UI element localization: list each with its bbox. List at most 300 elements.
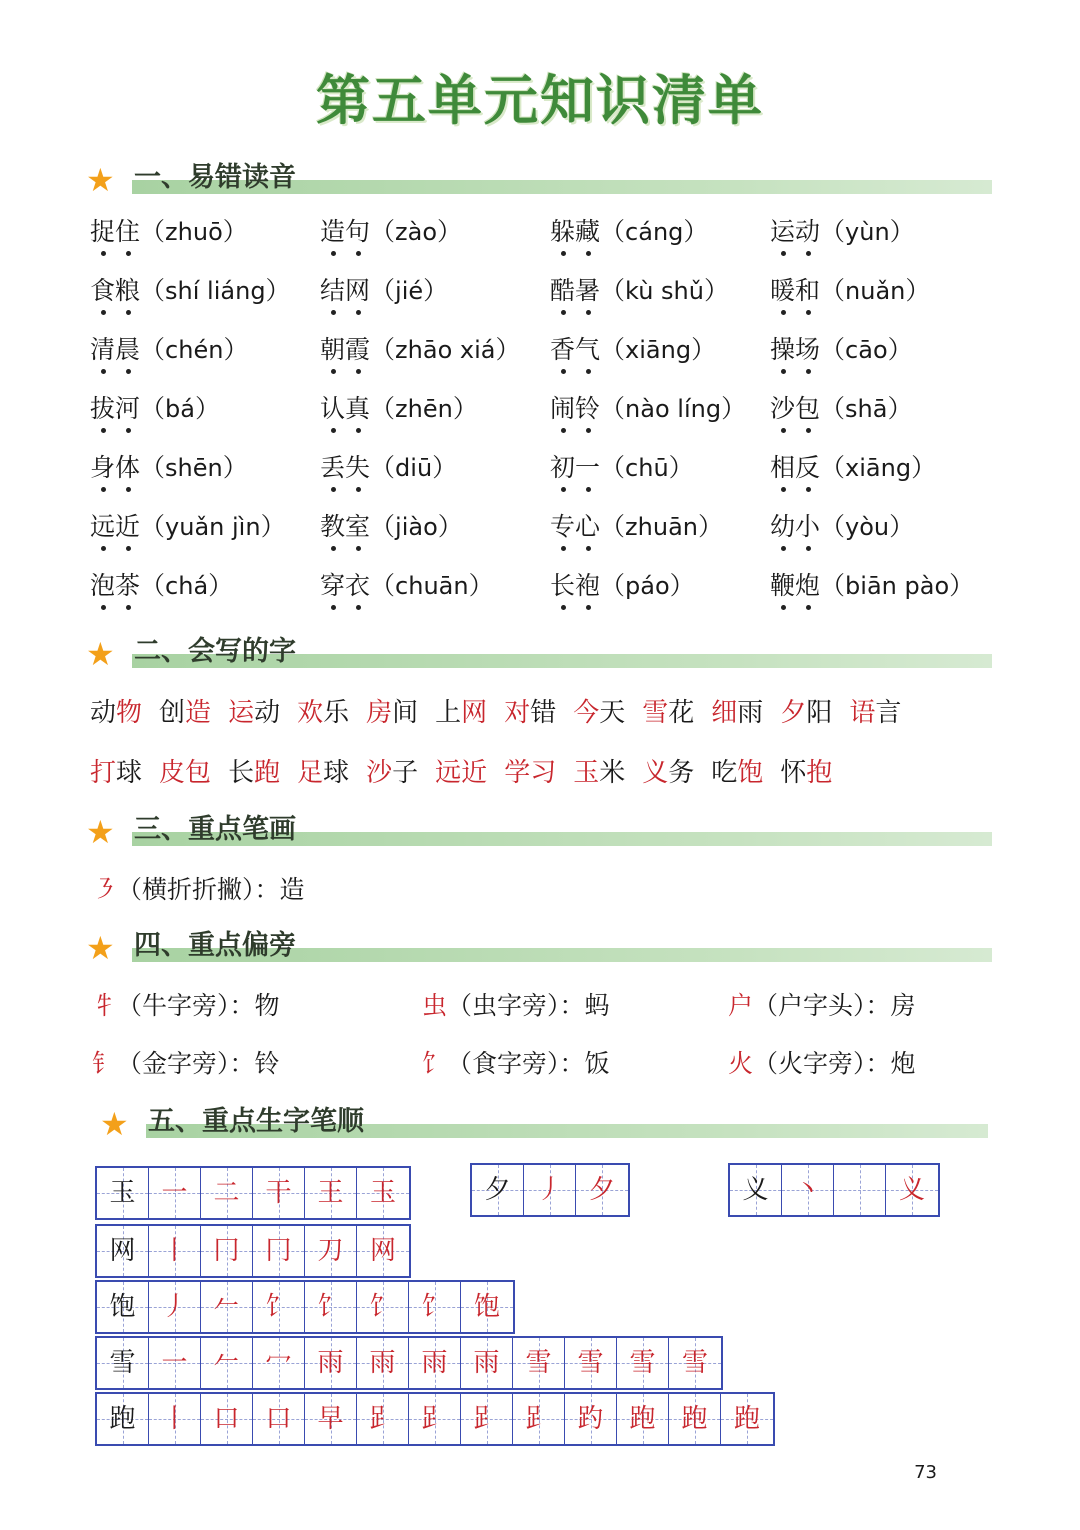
paren-close: ） bbox=[669, 571, 695, 600]
word bbox=[228, 692, 280, 729]
grid-cell bbox=[565, 1338, 617, 1388]
word-char: 闹 bbox=[550, 391, 575, 427]
example-char: 饭 bbox=[584, 1049, 610, 1078]
grid-cell bbox=[576, 1165, 628, 1215]
word-char: 言 bbox=[875, 698, 902, 728]
word-char: 香 bbox=[550, 332, 575, 368]
word-char: 花 bbox=[668, 698, 695, 728]
word-char: 运 bbox=[228, 698, 255, 728]
word bbox=[780, 752, 832, 789]
word-char: 义 bbox=[642, 758, 669, 788]
grid-step-char: 跑 bbox=[629, 1404, 656, 1434]
word-char: 跑 bbox=[254, 758, 281, 788]
pinyin-item bbox=[770, 509, 914, 545]
pinyin-item bbox=[320, 391, 478, 427]
example-char: 物 bbox=[254, 991, 280, 1020]
grid-step-char: 饣 bbox=[317, 1292, 344, 1322]
word bbox=[573, 752, 625, 789]
grid-cell bbox=[357, 1226, 409, 1276]
grid-cell bbox=[834, 1165, 886, 1215]
page-title: 第五单元知识清单 bbox=[316, 69, 764, 132]
grid-cell bbox=[201, 1168, 253, 1218]
grid-step-char: 丿 bbox=[161, 1292, 188, 1322]
word-char: 清 bbox=[90, 332, 115, 368]
word-char: 吃 bbox=[711, 758, 738, 788]
word bbox=[849, 692, 901, 729]
grid-step-char: 𧾷 bbox=[369, 1404, 396, 1434]
grid-cell bbox=[97, 1168, 149, 1218]
paren-open: （ bbox=[370, 276, 396, 305]
paren-open: （ bbox=[600, 453, 626, 482]
section-title: 三、重点笔画 bbox=[134, 814, 296, 845]
grid-cell bbox=[149, 1282, 201, 1332]
pinyin-item bbox=[770, 214, 915, 250]
grid-cell bbox=[253, 1226, 305, 1276]
star-icon: ★ bbox=[86, 929, 115, 967]
pinyin-text: chuān bbox=[395, 572, 469, 600]
grid-cell bbox=[253, 1338, 305, 1388]
grid-cell bbox=[782, 1165, 834, 1215]
word-char: 房 bbox=[366, 698, 393, 728]
grid-step-char: 王 bbox=[317, 1178, 344, 1208]
pinyin-text: xiāng bbox=[845, 454, 912, 482]
word-char: 食 bbox=[90, 273, 115, 309]
grid-cell bbox=[721, 1394, 773, 1444]
pinyin-row bbox=[90, 214, 1010, 273]
pinyin-item bbox=[550, 568, 695, 604]
pinyin-text: xiāng bbox=[625, 336, 692, 364]
word bbox=[573, 692, 625, 729]
word-char: 铃 bbox=[575, 391, 600, 427]
word-char: 网 bbox=[461, 698, 488, 728]
write-words-line-1 bbox=[90, 692, 918, 729]
paren-close: ） bbox=[222, 217, 248, 246]
grid-step-char: 𧾷 bbox=[473, 1404, 500, 1434]
paren-open: （ bbox=[820, 335, 846, 364]
radical-glyph: 饣 bbox=[422, 1049, 448, 1078]
pinyin-text: jié bbox=[395, 277, 424, 305]
grid-step-char: 雪 bbox=[681, 1348, 708, 1378]
word-char: 夕 bbox=[780, 698, 807, 728]
word-char: 乐 bbox=[323, 698, 350, 728]
pinyin-item bbox=[550, 273, 729, 309]
radical-name: （金字旁）： bbox=[117, 1049, 255, 1078]
pinyin-item bbox=[90, 391, 220, 427]
grid-step-char: 网 bbox=[369, 1236, 396, 1266]
grid-cell bbox=[97, 1394, 149, 1444]
paren-close: ） bbox=[683, 217, 709, 246]
section-title: 五、重点生字笔顺 bbox=[148, 1106, 364, 1137]
pinyin-text: nuǎn bbox=[845, 277, 906, 305]
word-char: 细 bbox=[711, 698, 738, 728]
paren-open: （ bbox=[600, 276, 626, 305]
grid-cell bbox=[305, 1394, 357, 1444]
grid-cell bbox=[669, 1394, 721, 1444]
word bbox=[297, 752, 349, 789]
example-char: 炮 bbox=[890, 1049, 916, 1078]
pinyin-text: kù shǔ bbox=[625, 277, 704, 305]
example-char: 房 bbox=[890, 991, 916, 1020]
pinyin-item bbox=[90, 332, 248, 368]
grid-step-char: 干 bbox=[265, 1178, 292, 1208]
section-header-1 bbox=[86, 160, 994, 200]
grid-step-char: 丶 bbox=[794, 1175, 821, 1205]
word bbox=[642, 692, 694, 729]
grid-step-char: 雨 bbox=[421, 1348, 448, 1378]
pinyin-item bbox=[90, 273, 291, 309]
word-char: 穿 bbox=[320, 568, 345, 604]
word bbox=[780, 692, 832, 729]
grid-step-char: 一 bbox=[161, 1178, 188, 1208]
pinyin-list bbox=[90, 214, 1010, 627]
word-char: 阳 bbox=[806, 698, 833, 728]
grid-cell bbox=[886, 1165, 938, 1215]
pinyin-item bbox=[770, 391, 912, 427]
grid-step-char: 刀 bbox=[317, 1236, 344, 1266]
word-char: 住 bbox=[115, 214, 140, 250]
paren-close: ） bbox=[495, 335, 521, 364]
paren-open: （ bbox=[370, 394, 396, 423]
pinyin-text: zhāo xiá bbox=[395, 336, 496, 364]
word-char: 长 bbox=[550, 568, 575, 604]
grid-cell bbox=[409, 1394, 461, 1444]
paren-open: （ bbox=[140, 276, 166, 305]
word-char: 间 bbox=[392, 698, 419, 728]
pinyin-item bbox=[90, 214, 248, 250]
word-char: 泡 bbox=[90, 568, 115, 604]
grid-cell bbox=[201, 1338, 253, 1388]
grid-step-char: 饣 bbox=[421, 1292, 448, 1322]
word-char: 运 bbox=[770, 214, 795, 250]
word-char: 语 bbox=[849, 698, 876, 728]
word-char: 习 bbox=[530, 758, 557, 788]
paren-open: （ bbox=[140, 394, 166, 423]
grid-char: 夕 bbox=[484, 1175, 511, 1205]
word-char: 动 bbox=[795, 214, 820, 250]
word-char: 教 bbox=[320, 509, 345, 545]
word-char: 场 bbox=[795, 332, 820, 368]
word-char: 衣 bbox=[345, 568, 370, 604]
radical-item bbox=[92, 1044, 280, 1080]
star-icon: ★ bbox=[86, 813, 115, 851]
paren-close: ） bbox=[437, 512, 463, 541]
pinyin-row bbox=[90, 273, 1010, 332]
word-char: 袍 bbox=[575, 568, 600, 604]
pinyin-text: chén bbox=[165, 336, 224, 364]
word-char: 拔 bbox=[90, 391, 115, 427]
stroke-glyph: ㇋ bbox=[92, 875, 118, 904]
grid-cell bbox=[357, 1338, 409, 1388]
paren-close: ） bbox=[691, 335, 717, 364]
pinyin-text: zhuō bbox=[165, 218, 223, 246]
grid-cell bbox=[730, 1165, 782, 1215]
word bbox=[366, 692, 418, 729]
word-char: 对 bbox=[504, 698, 531, 728]
paren-open: （ bbox=[600, 512, 626, 541]
pinyin-row bbox=[90, 450, 1010, 509]
pinyin-row bbox=[90, 568, 1010, 627]
word-char: 雪 bbox=[642, 698, 669, 728]
paren-close: ） bbox=[889, 512, 915, 541]
word-char: 动 bbox=[90, 698, 117, 728]
grid-cell bbox=[513, 1394, 565, 1444]
key-stroke-line bbox=[92, 870, 305, 906]
grid-cell bbox=[305, 1226, 357, 1276]
grid-step-char: 雪 bbox=[629, 1348, 656, 1378]
word-char: 今 bbox=[573, 698, 600, 728]
pinyin-text: chá bbox=[165, 572, 209, 600]
grid-step-char: 口 bbox=[213, 1404, 240, 1434]
pinyin-item bbox=[320, 568, 494, 604]
grid-step-char: 雨 bbox=[473, 1348, 500, 1378]
radical-glyph: 钅 bbox=[92, 1049, 118, 1078]
pinyin-text: biān pào bbox=[845, 572, 950, 600]
grid-step-char: 雪 bbox=[525, 1348, 552, 1378]
word-char: 室 bbox=[345, 509, 370, 545]
grid-step-char: 𠂉 bbox=[213, 1292, 240, 1322]
pinyin-text: jiào bbox=[395, 513, 438, 541]
grid-step-char: 玉 bbox=[369, 1178, 396, 1208]
word bbox=[435, 692, 487, 729]
word bbox=[435, 752, 487, 789]
word-char: 球 bbox=[116, 758, 143, 788]
grid-step-char: 跑 bbox=[733, 1404, 760, 1434]
word-char: 霞 bbox=[345, 332, 370, 368]
paren-open: （ bbox=[820, 453, 846, 482]
word-char: 长 bbox=[228, 758, 255, 788]
paren-open: （ bbox=[140, 217, 166, 246]
grid-char: 玉 bbox=[109, 1178, 136, 1208]
word-char: 远 bbox=[90, 509, 115, 545]
grid-step-char: 一 bbox=[161, 1348, 188, 1378]
section-header-3 bbox=[86, 812, 994, 852]
grid-cell bbox=[357, 1168, 409, 1218]
word bbox=[297, 692, 349, 729]
radical-glyph: 牜 bbox=[92, 991, 118, 1020]
grid-cell bbox=[149, 1168, 201, 1218]
word-char: 鞭 bbox=[770, 568, 795, 604]
grid-char: 网 bbox=[109, 1236, 136, 1266]
word-char: 天 bbox=[599, 698, 626, 728]
word-char: 远 bbox=[435, 758, 462, 788]
word-char: 身 bbox=[90, 450, 115, 486]
grid-step-char: 夕 bbox=[588, 1175, 615, 1205]
word-char: 皮 bbox=[159, 758, 186, 788]
word-char: 子 bbox=[392, 758, 419, 788]
paren-close: ） bbox=[911, 453, 937, 482]
word-char: 学 bbox=[504, 758, 531, 788]
word bbox=[228, 752, 280, 789]
paren-close: ） bbox=[889, 217, 915, 246]
paren-open: （ bbox=[820, 276, 846, 305]
word-char: 结 bbox=[320, 273, 345, 309]
grid-step-char: 𠂉 bbox=[213, 1348, 240, 1378]
paren-close: ） bbox=[265, 276, 291, 305]
word-char: 操 bbox=[770, 332, 795, 368]
pinyin-text: yòu bbox=[845, 513, 890, 541]
paren-close: ） bbox=[887, 335, 913, 364]
paren-open: （ bbox=[820, 512, 846, 541]
grid-step-char: 冖 bbox=[265, 1348, 292, 1378]
pinyin-item bbox=[550, 391, 746, 427]
word bbox=[90, 752, 142, 789]
pinyin-item bbox=[320, 509, 463, 545]
word-char: 心 bbox=[575, 509, 600, 545]
paren-close: ） bbox=[468, 571, 494, 600]
word bbox=[504, 752, 556, 789]
word-char: 包 bbox=[795, 391, 820, 427]
paren-close: ） bbox=[721, 394, 747, 423]
grid-cell bbox=[617, 1394, 669, 1444]
pinyin-text: bá bbox=[165, 395, 195, 423]
word-char: 体 bbox=[115, 450, 140, 486]
grid-step-char: 丨 bbox=[161, 1404, 188, 1434]
stroke-grid-雪 bbox=[95, 1336, 723, 1390]
grid-step-char: 饣 bbox=[369, 1292, 396, 1322]
word-char: 务 bbox=[668, 758, 695, 788]
word-char: 反 bbox=[795, 450, 820, 486]
pinyin-item bbox=[770, 568, 974, 604]
paren-open: （ bbox=[370, 217, 396, 246]
pinyin-row bbox=[90, 391, 1010, 450]
pinyin-text: diū bbox=[395, 454, 433, 482]
word bbox=[90, 692, 142, 729]
word-char: 丢 bbox=[320, 450, 345, 486]
star-icon: ★ bbox=[86, 161, 115, 199]
grid-char: 饱 bbox=[109, 1292, 136, 1322]
grid-step-char: 丿 bbox=[536, 1175, 563, 1205]
pinyin-text: chū bbox=[625, 454, 669, 482]
paren-open: （ bbox=[370, 571, 396, 600]
pinyin-text: zào bbox=[395, 218, 438, 246]
paren-open: （ bbox=[370, 512, 396, 541]
pinyin-item bbox=[770, 450, 936, 486]
word-char: 幼 bbox=[770, 509, 795, 545]
paren-open: （ bbox=[140, 571, 166, 600]
grid-cell bbox=[461, 1338, 513, 1388]
pinyin-row bbox=[90, 332, 1010, 391]
pinyin-item bbox=[550, 214, 708, 250]
pinyin-item bbox=[550, 509, 723, 545]
word-char: 米 bbox=[599, 758, 626, 788]
grid-cell bbox=[305, 1168, 357, 1218]
section-header-5 bbox=[100, 1104, 988, 1144]
paren-close: ） bbox=[887, 394, 913, 423]
grid-cell bbox=[201, 1394, 253, 1444]
word-char: 网 bbox=[345, 273, 370, 309]
pinyin-text: yùn bbox=[845, 218, 890, 246]
grid-cell bbox=[97, 1282, 149, 1332]
paren-close: ） bbox=[703, 276, 729, 305]
word-char: 怀 bbox=[780, 758, 807, 788]
pinyin-text: shā bbox=[845, 395, 888, 423]
pinyin-item bbox=[320, 273, 448, 309]
grid-char: 跑 bbox=[109, 1404, 136, 1434]
pinyin-item bbox=[90, 509, 286, 545]
grid-step-char: 口 bbox=[265, 1404, 292, 1434]
stroke-grid-跑 bbox=[95, 1392, 775, 1446]
grid-cell bbox=[669, 1338, 721, 1388]
paren-open: （ bbox=[370, 335, 396, 364]
grid-cell bbox=[461, 1394, 513, 1444]
grid-cell bbox=[149, 1338, 201, 1388]
word bbox=[504, 692, 556, 729]
grid-cell bbox=[97, 1338, 149, 1388]
grid-step-char: 雨 bbox=[317, 1348, 344, 1378]
word-char: 足 bbox=[297, 758, 324, 788]
paren-close: ） bbox=[949, 571, 975, 600]
section-title: 四、重点偏旁 bbox=[134, 930, 296, 961]
paren-close: ） bbox=[697, 512, 723, 541]
paren-close: ） bbox=[260, 512, 286, 541]
pinyin-item bbox=[770, 332, 913, 368]
grid-step-char: 丨 bbox=[161, 1236, 188, 1266]
word-char: 酷 bbox=[550, 273, 575, 309]
radical-item bbox=[728, 986, 916, 1022]
radical-item bbox=[92, 986, 280, 1022]
grid-cell bbox=[409, 1338, 461, 1388]
paren-open: （ bbox=[600, 571, 626, 600]
radical-name: （虫字旁）： bbox=[447, 991, 585, 1020]
star-icon: ★ bbox=[86, 635, 115, 673]
word-char: 河 bbox=[115, 391, 140, 427]
word-char: 错 bbox=[530, 698, 557, 728]
grid-step-char: 𧾷 bbox=[525, 1404, 552, 1434]
word-char: 创 bbox=[159, 698, 186, 728]
section-header-2 bbox=[86, 634, 994, 674]
pinyin-item bbox=[320, 332, 520, 368]
grid-cell bbox=[461, 1282, 513, 1332]
radical-glyph: 虫 bbox=[422, 991, 448, 1020]
word-char: 粮 bbox=[115, 273, 140, 309]
grid-cell bbox=[357, 1394, 409, 1444]
word-char: 玉 bbox=[573, 758, 600, 788]
radical-item bbox=[422, 1044, 610, 1080]
word bbox=[159, 752, 211, 789]
paren-close: ） bbox=[452, 394, 478, 423]
grid-cell bbox=[253, 1282, 305, 1332]
stroke-grid-玉 bbox=[95, 1166, 411, 1220]
word-char: 一 bbox=[575, 450, 600, 486]
word-char: 物 bbox=[116, 698, 143, 728]
grid-step-char: 冂 bbox=[265, 1236, 292, 1266]
paren-close: ） bbox=[437, 217, 463, 246]
radical-name: （火字旁）： bbox=[753, 1049, 891, 1078]
radical-name: （户字头）： bbox=[753, 991, 891, 1020]
paren-close: ） bbox=[668, 453, 694, 482]
pinyin-text: yuǎn jìn bbox=[165, 513, 261, 541]
word-char: 句 bbox=[345, 214, 370, 250]
radical-name: （食字旁）： bbox=[447, 1049, 585, 1078]
word-char: 雨 bbox=[737, 698, 764, 728]
radical-glyph: 火 bbox=[728, 1049, 754, 1078]
section-title: 二、会写的字 bbox=[134, 636, 296, 667]
word-char: 捉 bbox=[90, 214, 115, 250]
pinyin-text: nào líng bbox=[625, 395, 722, 423]
pinyin-item bbox=[90, 450, 248, 486]
paren-close: ） bbox=[222, 453, 248, 482]
pinyin-item bbox=[320, 214, 462, 250]
pinyin-item bbox=[550, 332, 716, 368]
word-char: 藏 bbox=[575, 214, 600, 250]
word-char: 真 bbox=[345, 391, 370, 427]
word-char: 欢 bbox=[297, 698, 324, 728]
pinyin-item bbox=[90, 568, 233, 604]
grid-step-char: 早 bbox=[317, 1404, 344, 1434]
word-char: 暑 bbox=[575, 273, 600, 309]
section-title: 一、易错读音 bbox=[134, 162, 296, 193]
grid-step-char: 饱 bbox=[473, 1292, 500, 1322]
